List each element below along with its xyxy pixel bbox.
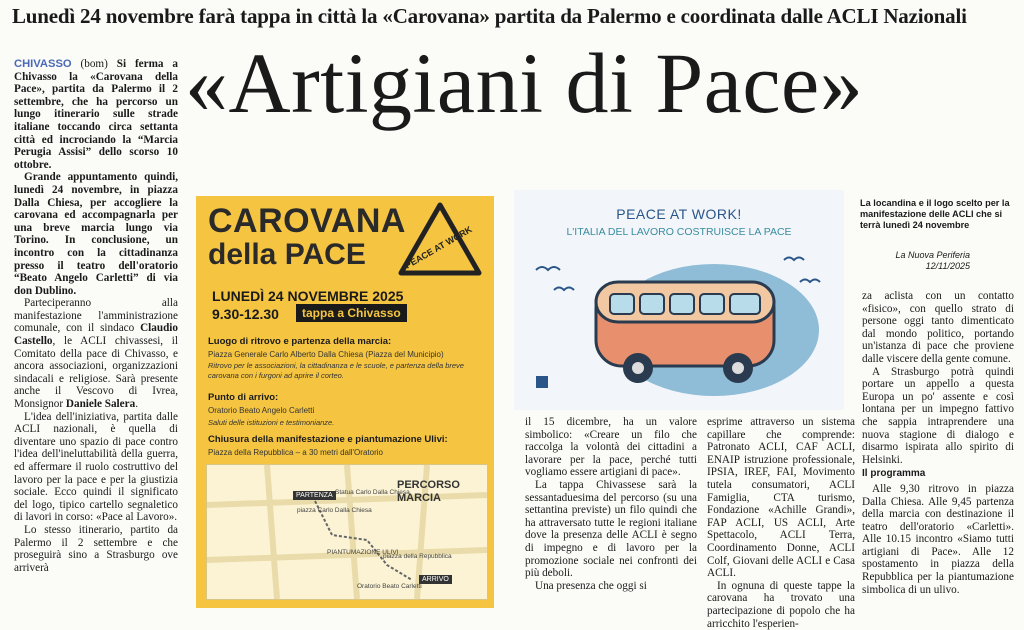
map-label: PIANTUMAZIONE ULIVI [327,549,399,556]
article-column-right [862,290,1014,596]
svg-text:PEACE AT WORK: PEACE AT WORK [403,224,474,271]
map-label: piazza Carlo Dalla Chiesa [297,507,372,514]
map-start-tag: PARTENZA [293,491,336,500]
poster-title-line2: della PACE [208,238,366,271]
paragraph: Lo stesso itinerario, partito da Palermo il 2 settembre e che proseguirà sino a Strasburgo ove arriverà [14,523,178,574]
van-illustration [514,190,844,410]
poster-place-start: Piazza Generale Carlo Alberto Dalla Chiesa (Piazza del Municipio) [208,350,444,359]
source-name: La Nuova Periferia [895,250,970,260]
paragraph: il 15 dicembre, ha un valore simbolico: «Creare un filo che raccolga la volontà dei cittadini a lavorare per la pace, perché tutti vogliamo essere artigiani di pace». [525,416,697,479]
person-name: Claudio Castello [14,322,178,348]
paragraph: Una presenza che oggi si [535,579,647,592]
paragraph: Grande appuntamento quindi, lunedì 24 novembre, in piazza Dalla Chiesa, per accogliere la carovana ed accompagnarla per una breve marcia lungo via Torino. In conclusione, un incontro con la cittadinanza presso il teatro dell'oratorio “Beato Angelo Carletti” di via don Dublino. [14,171,178,297]
article-column-3 [525,416,697,592]
paragraph [14,58,178,171]
article-kicker: Lunedì 24 novembre farà tappa in città la «Carovana» partita da Palermo e coordinata dalle ACLI Nazionali [12,4,967,28]
map-title: PERCORSO MARCIA [397,479,460,504]
paragraph: Alle 9,30 ritrovo in piazza Dalla Chiesa. Alle 9,45 partenza della marcia con destinazione il teatro dell'oratorio «Carletti». Alle 10.15 incontro «Siamo tutti artigiani di Pace». Alle 12 spostamento in piazza della Repubblica per la piantumazione simbolica di un ulivo. [862,482,1014,596]
peace-at-work-logo [514,190,844,410]
poster-heading-arrival: Punto di arrivo: [208,392,279,403]
poster-desc-arrival: Saluti delle istituzioni e testimonianze. [208,418,335,427]
image-caption: La locandina e il logo scelto per la manifestazione delle ACLI che si terrà lunedì 24 novembre [860,198,1010,230]
article-column-4 [707,416,855,630]
map-label: piazza della Repubblica [383,553,452,560]
paragraph: esprime attraverso un sistema capillare che comprende: Patronato ACLI, CAF ACLI, ENAIP istruzione professionale, IPSIA, IREF, FAI, Movimento tutela consumatori, ACLI Famiglia, CTA turismo, Fondazione «Achille Grandi», FAP ACLI, US ACLI, Arte Spettacolo, ACLI Terra, Coordinamento Donne, ACLI Colf, Giovani delle ACLI e Casa ACLI. [707,416,855,580]
article-column-1 [14,58,178,614]
poster-title-line1: CAROVANA [208,202,406,240]
poster-time: 9.30-12.30 [212,306,279,322]
roadwork-sign-icon [398,202,482,276]
logo-title: PEACE AT WORK! [616,206,742,222]
event-poster [196,196,494,608]
source-attribution [850,250,970,272]
poster-heading-closing: Chiusura della manifestazione e piantumazione Ulivi: [208,434,448,445]
poster-place-arrival: Oratorio Beato Angelo Carletti [208,406,315,415]
logo-subtitle: L'ITALIA DEL LAVORO COSTRUISCE LA PACE [566,226,792,238]
paragraph: A Strasburgo potrà quindi portare un appello a questa Europa un po' assente e così lontana per un impegno fattivo che sappia intraprendere una nuova stagione di dialogo e disarmo ispirata allo spirito di Helsinki. [862,365,1014,466]
poster-desc-start: Ritrovo per le associazioni, la cittadinanza e le scuole, e partenza della breve carovana con i furgoni ad aprire il corteo. [208,361,464,380]
poster-place-closing: Piazza della Repubblica – a 30 metri dall'Oratorio [208,448,383,457]
poster-tappa-badge: tappa a Chivasso [296,304,407,322]
poster-date: LUNEDÌ 24 NOVEMBRE 2025 [212,288,404,304]
person-name: Daniele Salera [65,398,136,411]
map-arrival-tag: ARRIVO [419,575,452,584]
paragraph: In ognuna di queste tappe la carovana ha trovato una partecipazione di popolo che ha arricchito l'esperien- [707,579,855,630]
paragraph-lead: Si ferma a Chivasso la «Carovana della Pace», partita da Palermo il 2 settembre, che ha percorso un lungo itinerario sulle strade italiane toccando circa settanta città ed incrociando la “Marcia Perugia Assisi” dello scorso 10 ottobre. [14,58,178,171]
poster-heading-start: Luogo di ritrovo e partenza della marcia: [208,336,392,347]
map-label: Statua Carlo Dalla Chiesa [335,489,410,496]
dateline: CHIVASSO [14,58,72,70]
paragraph: La tappa Chivassese sarà la sessantaduesima del percorso (su una settantina previste) un filo quindi che ha attraversato tutte le regioni italiane dove la presenza delle ACLI è segno di impegno e di lavoro per la promozione sociale nei confronti dei più deboli. [525,478,697,580]
section-subhead: Il programma [862,468,926,480]
map-label: Oratorio Beato Carletti [357,583,422,590]
byline: (bom) [80,58,108,70]
source-date: 12/11/2025 [925,261,970,271]
paragraph: za aclista con un contatto «fisico», con quello strato di persone oggi tanto dimenticato dal mondo politico, portando un'istanza di pace che proviene dalle viscere della gente comune. [862,290,1014,365]
paragraph: Parteciperanno alla manifestazione l'amministrazione comunale, con il sindaco Claudio Castello, le ACLI chivassesi, il Comitato della pace di Chivasso, e ancora associazioni, organizzazioni sindacali e religiose. Sarà presente anche il Vescovo di Ivrea, Monsignor Daniele Salera. [14,297,178,411]
article-headline: «Artigiani di Pace» [185,35,864,131]
paragraph: L'idea dell'iniziativa, partita dalle ACLI nazionali, è quella di diventare uno spazio di pace contro l'idea dell'ineluttabilità della guerra, ed affermare il ruolo costruttivo del lavoro per la pace e per la giustizia sociale. Ecco quindi il significato del logo, tipico cartello segnaletico di lavori in corso: «Pace al Lavoro». [14,410,178,524]
route-map [206,464,488,600]
